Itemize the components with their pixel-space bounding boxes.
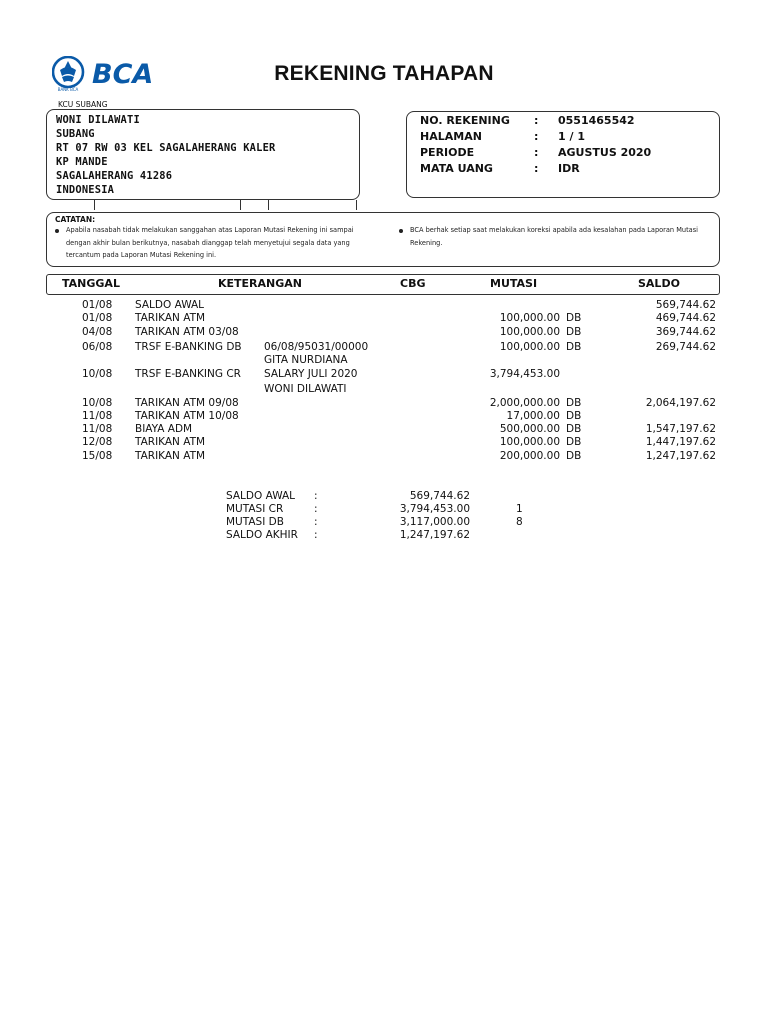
row-description: TRSF E-BANKING CR xyxy=(135,368,241,380)
row-amount: 100,000.00 xyxy=(499,341,560,353)
row-date: 10/08 xyxy=(82,368,113,380)
summary-label: SALDO AWAL xyxy=(226,490,296,502)
note-text: Apabila nasabah tidak melakukan sanggahan atas Laporan Mutasi Rekening ini sampai dengan akhir bulan berikutnya, nasabah dianggap telah menyetujui segala data yang tercantum pada Laporan Mutasi Rekening ini. xyxy=(66,226,354,259)
period-value: AGUSTUS 2020 xyxy=(558,146,652,159)
row-balance: 269,744.62 xyxy=(655,341,716,353)
row-amount: 100,000.00 xyxy=(499,326,560,338)
page-number: 1 / 1 xyxy=(558,130,585,143)
address-line: KP MANDE xyxy=(56,156,108,168)
summary-label: SALDO AKHIR xyxy=(226,529,298,541)
row-type: DB xyxy=(566,326,582,338)
row-description: TRSF E-BANKING DB xyxy=(135,341,242,353)
info-separator: : xyxy=(534,114,539,127)
row-date: 12/08 xyxy=(82,436,113,448)
summary-value: 3,794,453.00 xyxy=(399,503,470,515)
row-date: 11/08 xyxy=(82,410,113,422)
row-description: TARIKAN ATM xyxy=(135,436,206,448)
customer-name: WONI DILAWATI xyxy=(56,114,140,126)
summary-value: 3,117,000.00 xyxy=(399,516,470,528)
logo-wordmark: BCA xyxy=(92,59,154,90)
table-header-box xyxy=(46,274,720,295)
bullet-icon xyxy=(399,229,403,233)
row-amount: 17,000.00 xyxy=(506,410,560,422)
row-amount: 200,000.00 xyxy=(499,450,560,462)
box-tick xyxy=(240,200,241,210)
row-description: TARIKAN ATM xyxy=(135,312,206,324)
row-type: DB xyxy=(566,410,582,422)
row-description: TARIKAN ATM 03/08 xyxy=(135,326,239,338)
row-balance: 1,247,197.62 xyxy=(645,450,716,462)
header-mutasi: MUTASI xyxy=(490,277,538,290)
address-line: RT 07 RW 03 KEL SAGALAHERANG KALER xyxy=(56,142,276,154)
note-right xyxy=(399,224,722,249)
summary-value: 1,247,197.62 xyxy=(399,529,470,541)
row-date: 15/08 xyxy=(82,450,113,462)
branch-name: KCU SUBANG xyxy=(58,100,108,109)
note-text: BCA berhak setiap saat melakukan koreksi apabila ada kesalahan pada Laporan Mutasi Rekening. xyxy=(410,226,698,247)
header-cbg: CBG xyxy=(400,277,426,290)
row-detail: SALARY JULI 2020 xyxy=(264,368,358,380)
note-left xyxy=(55,224,378,262)
bullet-icon xyxy=(55,229,59,233)
address-line: SAGALAHERANG 41286 xyxy=(56,170,173,182)
summary-count: 8 xyxy=(516,516,523,528)
row-type: DB xyxy=(566,341,582,353)
row-type: DB xyxy=(566,436,582,448)
box-tick xyxy=(356,200,357,210)
logo-subtext: BANK BCA xyxy=(57,87,79,92)
currency-value: IDR xyxy=(558,162,580,175)
summary-separator: : xyxy=(314,503,318,515)
bca-logo xyxy=(52,56,164,92)
address-line: SUBANG xyxy=(56,128,95,140)
summary-separator: : xyxy=(314,529,318,541)
row-description: BIAYA ADM xyxy=(135,423,193,435)
row-date: 04/08 xyxy=(82,326,113,338)
info-separator: : xyxy=(534,146,539,159)
row-amount: 3,794,453.00 xyxy=(489,368,560,380)
summary-separator: : xyxy=(314,516,318,528)
row-date: 01/08 xyxy=(82,299,113,311)
row-date: 11/08 xyxy=(82,423,113,435)
info-label: HALAMAN xyxy=(420,130,482,143)
summary-label: MUTASI CR xyxy=(226,503,284,515)
address-line: INDONESIA xyxy=(56,184,115,196)
summary-value: 569,744.62 xyxy=(409,490,470,502)
row-type: DB xyxy=(566,397,582,409)
row-balance: 1,547,197.62 xyxy=(645,423,716,435)
row-date: 10/08 xyxy=(82,397,113,409)
info-label: NO. REKENING xyxy=(420,114,510,127)
row-description: TARIKAN ATM 10/08 xyxy=(135,410,239,422)
summary-count: 1 xyxy=(516,503,523,515)
account-number: 0551465542 xyxy=(558,114,635,127)
row-detail: GITA NURDIANA xyxy=(264,354,348,366)
info-label: PERIODE xyxy=(420,146,475,159)
row-type: DB xyxy=(566,423,582,435)
row-description: TARIKAN ATM xyxy=(135,450,206,462)
row-detail: 06/08/95031/00000 xyxy=(264,341,369,353)
row-type: DB xyxy=(566,450,582,462)
row-amount: 100,000.00 xyxy=(499,436,560,448)
row-balance: 369,744.62 xyxy=(655,326,716,338)
row-type: DB xyxy=(566,312,582,324)
row-description: TARIKAN ATM 09/08 xyxy=(135,397,239,409)
row-date: 01/08 xyxy=(82,312,113,324)
info-separator: : xyxy=(534,162,539,175)
row-amount: 100,000.00 xyxy=(499,312,560,324)
box-tick xyxy=(94,200,95,210)
notes-title: CATATAN: xyxy=(55,215,96,224)
box-tick xyxy=(268,200,269,210)
info-separator: : xyxy=(534,130,539,143)
row-balance: 2,064,197.62 xyxy=(645,397,716,409)
info-label: MATA UANG xyxy=(420,162,493,175)
header-date: TANGGAL xyxy=(62,277,120,290)
row-detail: WONI DILAWATI xyxy=(264,383,347,395)
row-balance: 1,447,197.62 xyxy=(645,436,716,448)
row-amount: 500,000.00 xyxy=(499,423,560,435)
row-balance: 569,744.62 xyxy=(655,299,716,311)
summary-label: MUTASI DB xyxy=(226,516,284,528)
header-description: KETERANGAN xyxy=(218,277,302,290)
summary-separator: : xyxy=(314,490,318,502)
row-balance: 469,744.62 xyxy=(655,312,716,324)
row-date: 06/08 xyxy=(82,341,113,353)
document-title: REKENING TAHAPAN xyxy=(274,62,494,85)
row-description: SALDO AWAL xyxy=(135,299,205,311)
header-saldo: SALDO xyxy=(638,277,680,290)
row-amount: 2,000,000.00 xyxy=(489,397,560,409)
